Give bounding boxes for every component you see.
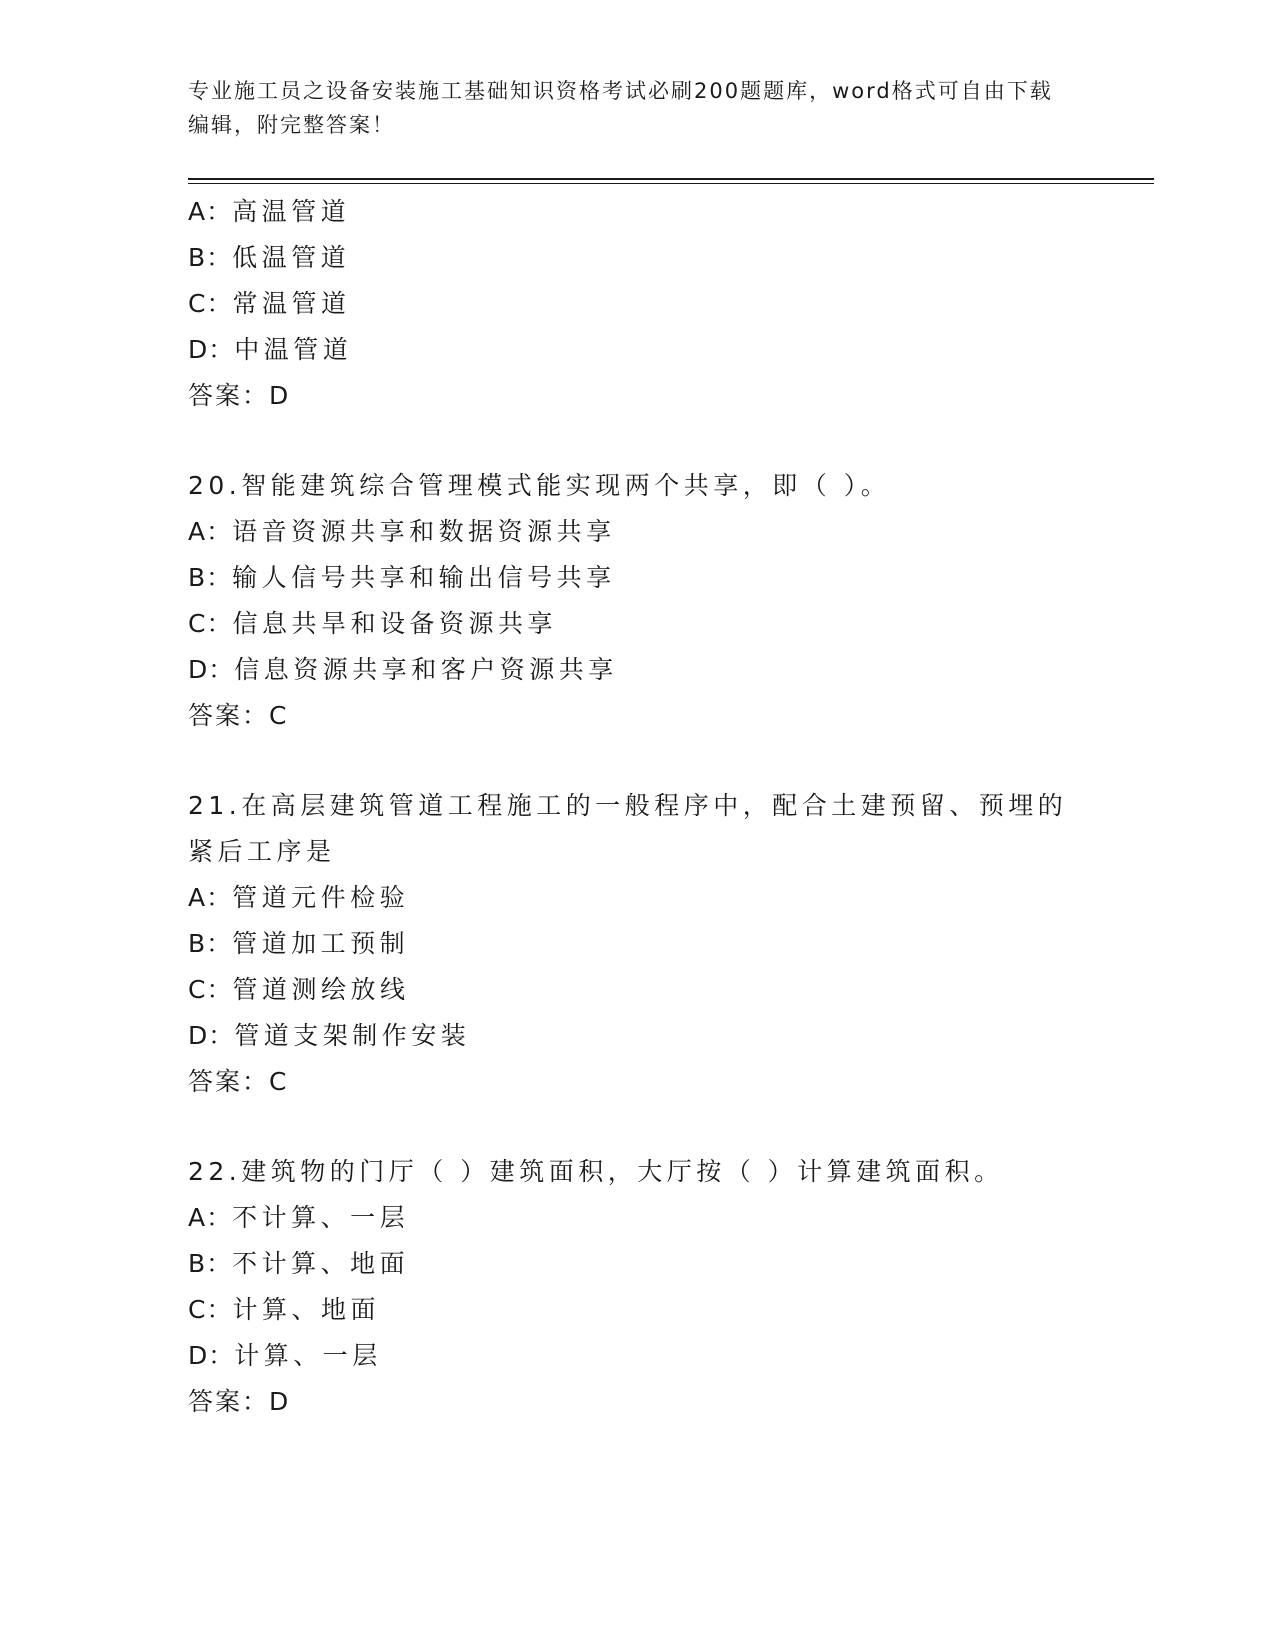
header-rule-thin	[188, 183, 1154, 184]
document-header: 专业施工员之设备安装施工基础知识资格考试必刷200题题库，word格式可自由下载编辑，附完整答案！	[188, 79, 1053, 137]
option-label: B：	[188, 243, 233, 272]
answer-line: 答案：C	[188, 1067, 289, 1096]
option-text: 信息资源共享和客户资源共享	[234, 655, 618, 684]
option-c	[188, 967, 1088, 1013]
option-label: A：	[188, 197, 233, 226]
option-d	[188, 327, 1088, 373]
option-text: 管道支架制作安装	[234, 1021, 471, 1050]
option-c	[188, 281, 1088, 327]
option-label: B：	[188, 1249, 233, 1278]
option-text: 管道加工预制	[232, 929, 410, 958]
question-stem: 21.在高层建筑管道工程施工的一般程序中，配合土建预留、预埋的紧后工序是	[188, 791, 1068, 866]
question-19-continued	[188, 189, 1088, 419]
option-text: 中温管道	[234, 335, 353, 364]
header-rule-thick	[188, 178, 1154, 180]
option-b	[188, 921, 1088, 967]
option-d	[188, 1013, 1088, 1059]
option-text: 输人信号共享和输出信号共享	[232, 563, 616, 592]
option-label: D：	[188, 655, 235, 684]
option-text: 常温管道	[232, 289, 351, 318]
option-label: C：	[188, 975, 233, 1004]
option-label: A：	[188, 517, 233, 546]
spacer	[188, 1105, 1088, 1149]
option-text: 计算、一层	[234, 1341, 382, 1370]
question-stem: 20.智能建筑综合管理模式能实现两个共享，即（ ）。	[188, 471, 891, 500]
option-text: 高温管道	[232, 197, 351, 226]
option-label: B：	[188, 929, 233, 958]
option-label: D：	[188, 335, 235, 364]
option-text: 信息共旱和设备资源共享	[232, 609, 557, 638]
option-d	[188, 1333, 1088, 1379]
option-label: B：	[188, 563, 233, 592]
spacer	[188, 739, 1088, 783]
option-text: 不计算、一层	[232, 1203, 410, 1232]
option-b	[188, 555, 1088, 601]
option-c	[188, 601, 1088, 647]
spacer	[188, 419, 1088, 463]
option-text: 计算、地面	[232, 1295, 380, 1324]
answer-line: 答案：D	[188, 1387, 291, 1416]
option-label: A：	[188, 1203, 233, 1232]
option-a	[188, 1195, 1088, 1241]
option-text: 管道元件检验	[232, 883, 410, 912]
answer-line: 答案：D	[188, 381, 291, 410]
question-22	[188, 1149, 1088, 1425]
option-text: 语音资源共享和数据资源共享	[232, 517, 616, 546]
option-c	[188, 1287, 1088, 1333]
answer-line: 答案：C	[188, 701, 289, 730]
option-d	[188, 647, 1088, 693]
option-label: C：	[188, 289, 233, 318]
question-21	[188, 783, 1088, 1105]
option-label: D：	[188, 1341, 235, 1370]
question-stem: 22.建筑物的门厅（ ）建筑面积，大厅按（ ）计算建筑面积。	[188, 1157, 1004, 1186]
question-20	[188, 463, 1088, 739]
option-text: 低温管道	[232, 243, 351, 272]
question-list	[188, 189, 1088, 1425]
option-b	[188, 1241, 1088, 1287]
option-a	[188, 189, 1088, 235]
option-label: D：	[188, 1021, 235, 1050]
option-label: A：	[188, 883, 233, 912]
option-b	[188, 235, 1088, 281]
option-label: C：	[188, 609, 233, 638]
option-text: 管道测绘放线	[232, 975, 410, 1004]
option-a	[188, 875, 1088, 921]
option-label: C：	[188, 1295, 233, 1324]
option-text: 不计算、地面	[232, 1249, 410, 1278]
option-a	[188, 509, 1088, 555]
